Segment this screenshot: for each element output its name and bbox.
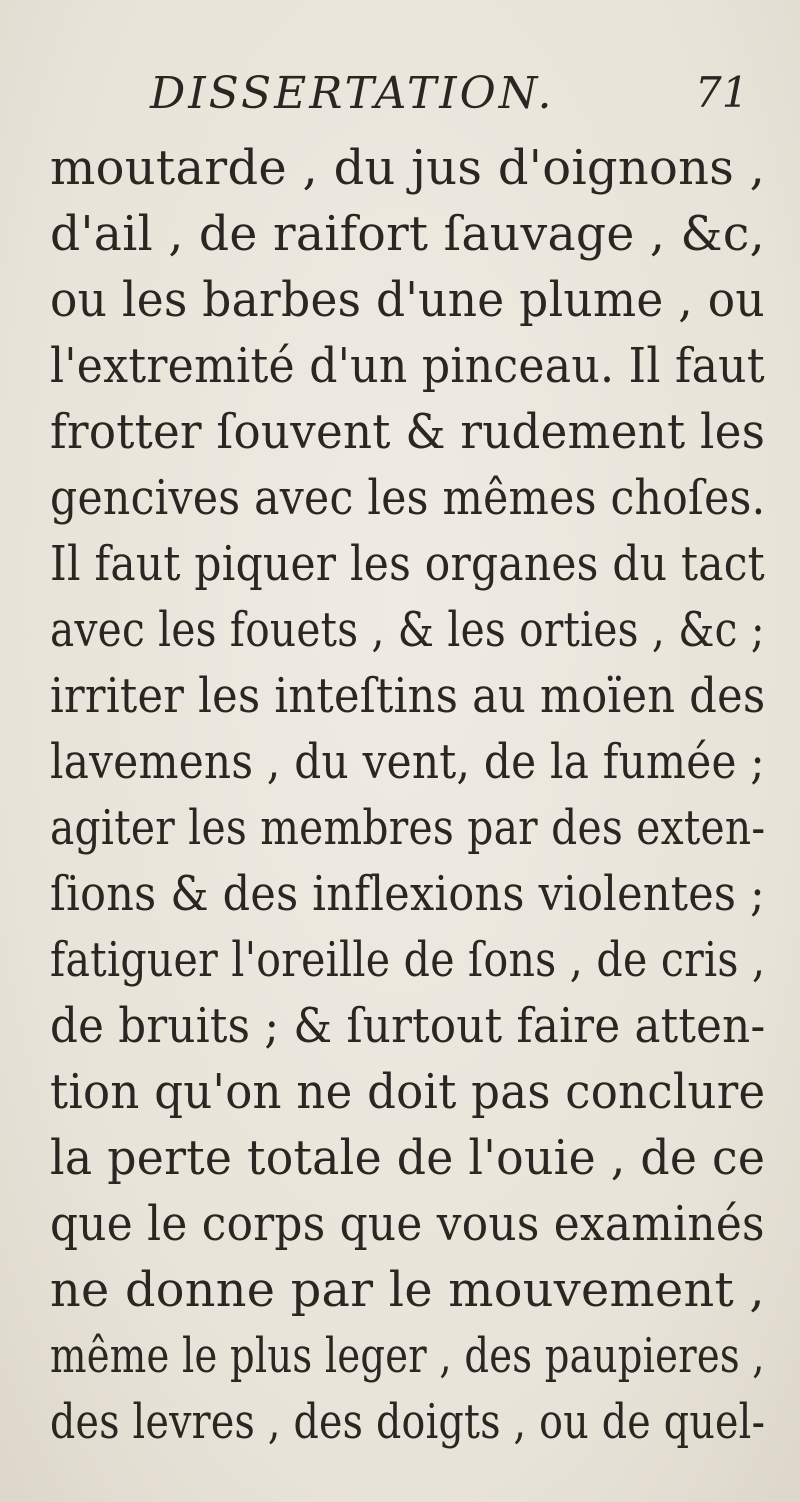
page-number: 71 [695,68,749,117]
text-line: moutarde , du jus d'oignons , [50,140,766,196]
text-line: gencives avec les mêmes choſes. [50,470,766,526]
text-line: la perte totale de l'ouie , de ce [50,1130,766,1186]
text-line: frotter ſouvent & rudement les [50,404,766,460]
text-line: l'extremité d'un pinceau. Il faut [50,338,765,394]
text-line: ou les barbes d'une plume , ou [50,272,765,328]
text-line: tion qu'on ne doit pas conclure [50,1064,766,1120]
running-title: DISSERTATION. [150,68,555,119]
text-line: des levres , des doigts , ou de quel- [50,1394,766,1450]
text-line: avec les fouets , & les orties , &c ; [50,602,765,658]
text-line: ne donne par le mouvement , [50,1262,765,1318]
text-line: ſions & des inflexions violentes ; [50,866,765,922]
running-head [0,68,800,128]
text-line: agiter les membres par des exten- [50,800,766,856]
text-line: lavemens , du vent, de la fumée ; [50,734,765,790]
text-line: d'ail , de raifort ſauvage , &c, [50,206,765,262]
text-line: fatiguer l'oreille de ſons , de cris , [50,932,766,988]
text-line: irriter les inteſtins au moïen des [50,668,766,724]
text-line: Il faut piquer les organes du tact [50,536,765,592]
text-line: que le corps que vous examinés [50,1196,765,1252]
text-line: de bruits ; & ſurtout faire atten- [50,998,766,1054]
text-line: même le plus leger , des paupieres , [50,1328,765,1384]
